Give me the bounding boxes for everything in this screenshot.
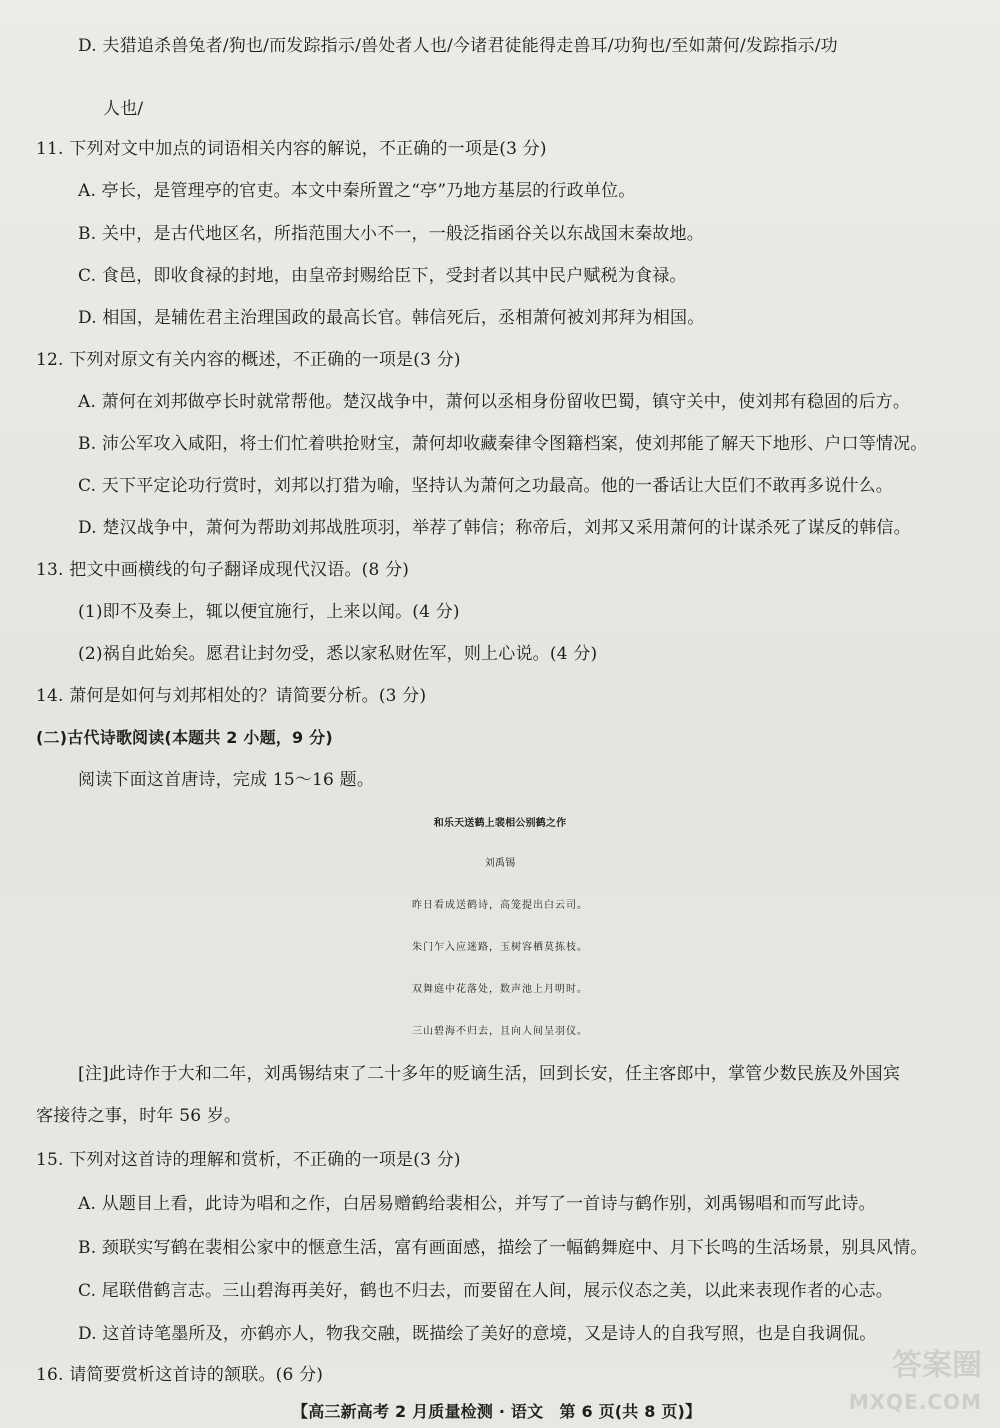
question-16: 16. 请简要赏析这首诗的颔联。(6 分)	[36, 1365, 324, 1385]
poem-line-2: 朱门乍入应迷路，玉树容栖莫拣枝。	[412, 942, 588, 953]
q13-part-2: (2)祸自此始矣。愿君让封勿受，悉以家私财佐军，则上心说。(4 分)	[78, 644, 598, 664]
q12-option-d: D. 楚汉战争中，萧何为帮助刘邦战胜项羽，举荐了韩信；称帝后，刘邦又采用萧何的计谋杀死了谋反的韩信。	[78, 518, 911, 538]
q11-option-c: C. 食邑，即收食禄的封地，由皇帝封赐给臣下，受封者以其中民户赋税为食禄。	[78, 266, 687, 286]
q13-part-1: (1)即不及奏上，辄以便宜施行，上来以闻。(4 分)	[78, 602, 460, 622]
question-13: 13. 把文中画横线的句子翻译成现代汉语。(8 分)	[36, 560, 410, 580]
question-12: 12. 下列对原文有关内容的概述，不正确的一项是(3 分)	[36, 350, 461, 370]
q11-option-d: D. 相国，是辅佐君主治理国政的最高长官。韩信死后，丞相萧何被刘邦拜为相国。	[78, 308, 705, 328]
question-11: 11. 下列对文中加点的词语相关内容的解说，不正确的一项是(3 分)	[36, 139, 547, 159]
poem-title: 和乐天送鹤上裴相公别鹤之作	[433, 818, 567, 829]
poem-author: 刘禹锡	[484, 858, 516, 869]
q11-option-a: A. 亭长，是管理亭的官吏。本文中秦所置之“亭”乃地方基层的行政单位。	[78, 181, 636, 201]
q10-option-d-continued: 人也/	[103, 99, 144, 119]
poem-line-3: 双舞庭中花落处，数声池上月明时。	[412, 984, 588, 995]
q12-option-b: B. 沛公军攻入咸阳，将士们忙着哄抢财宝，萧何却收藏秦律令图籍档案，使刘邦能了解天下地形、户口等情况。	[78, 434, 928, 454]
q15-option-a: A. 从题目上看，此诗为唱和之作，白居易赠鹤给裴相公，并写了一首诗与鹤作别，刘禹锡唱和而写此诗。	[78, 1194, 876, 1214]
watermark-text-top: 答案圈	[892, 1348, 982, 1383]
poem-note-continued: 客接待之事，时年 56 岁。	[36, 1106, 242, 1126]
section-heading-poetry: (二)古代诗歌阅读(本题共 2 小题，9 分)	[36, 728, 333, 747]
q15-option-c: C. 尾联借鹤言志。三山碧海再美好，鹤也不归去，而要留在人间，展示仪态之美，以此来表现作者的心志。	[78, 1281, 894, 1301]
q12-option-c: C. 天下平定论功行赏时，刘邦以打猎为喻，坚持认为萧何之功最高。他的一番话让大臣们不敢再多说什么。	[78, 476, 894, 496]
poem-line-1: 昨日看成送鹤诗，高笼提出白云司。	[412, 900, 588, 911]
q12-option-a: A. 萧何在刘邦做亭长时就常帮他。楚汉战争中，萧何以丞相身份留收巴蜀，镇守关中，使刘邦有稳固的后方。	[78, 392, 911, 412]
question-14: 14. 萧何是如何与刘邦相处的？请简要分析。(3 分)	[36, 686, 427, 706]
poetry-instruction: 阅读下面这首唐诗，完成 15～16 题。	[78, 770, 375, 790]
page-footer: 【高三新高考 2 月质量检测 · 语文 第 6 页(共 8 页)】	[292, 1402, 702, 1421]
watermark-text-bottom: MXQE.COM	[848, 1390, 982, 1414]
q11-option-b: B. 关中，是古代地区名，所指范围大小不一，一般泛指函谷关以东战国末秦故地。	[78, 224, 704, 244]
q15-option-b: B. 颈联实写鹤在裴相公家中的惬意生活，富有画面感，描绘了一幅鹤舞庭中、月下长鸣的生活场景，别具风情。	[78, 1238, 928, 1258]
poem-note: [注]此诗作于大和二年，刘禹锡结束了二十多年的贬谪生活，回到长安，任主客郎中，掌管少数民族及外国宾	[78, 1064, 901, 1084]
question-15: 15. 下列对这首诗的理解和赏析，不正确的一项是(3 分)	[36, 1150, 461, 1170]
watermark-logo	[832, 1340, 982, 1420]
poem-line-4: 三山碧海不归去，且向人间呈羽仪。	[412, 1026, 588, 1037]
q10-option-d: D. 夫猎追杀兽兔者/狗也/而发踪指示/兽处者人也/今诸君徒能得走兽耳/功狗也/至如萧何/发踪指示/功	[78, 36, 838, 56]
q15-option-d: D. 这首诗笔墨所及，亦鹤亦人，物我交融，既描绘了美好的意境，又是诗人的自我写照，也是自我调侃。	[78, 1324, 877, 1344]
